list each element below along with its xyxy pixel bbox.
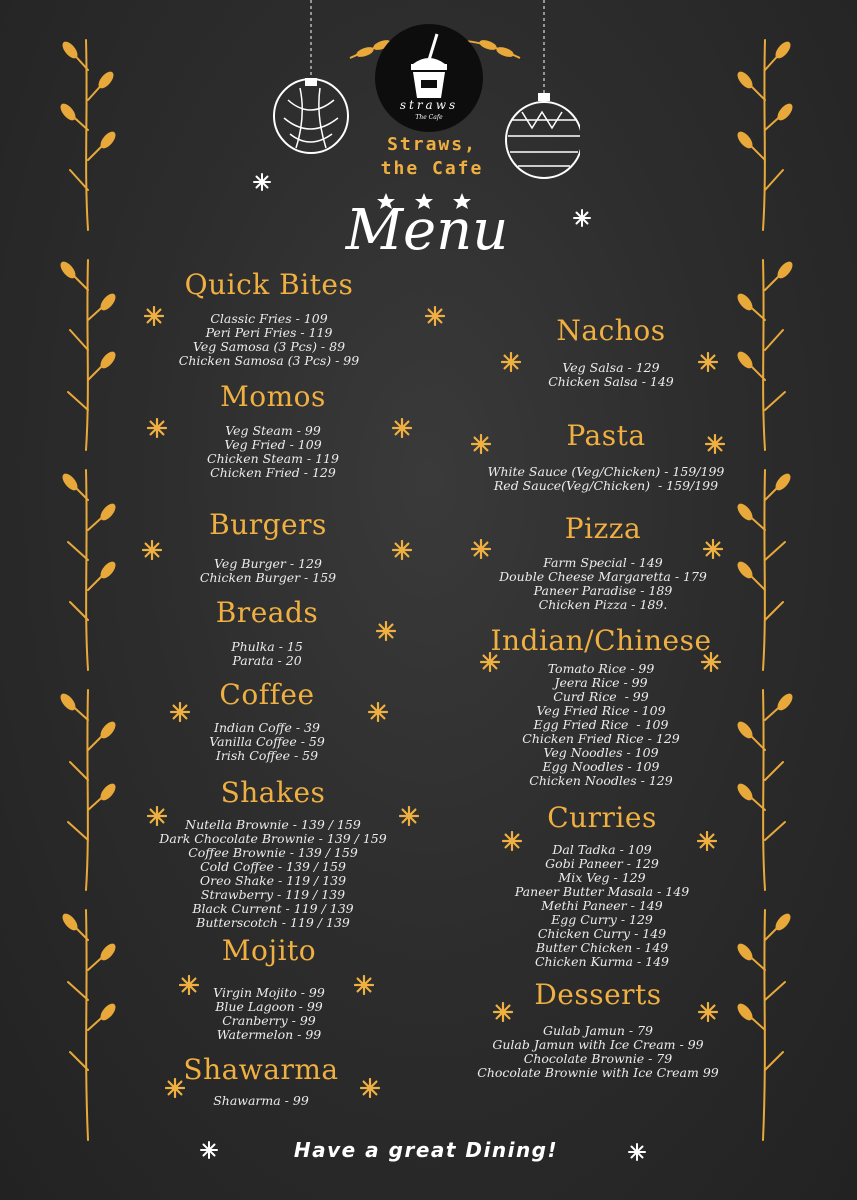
section-heading-burgers: Burgers [209, 508, 327, 541]
menu-item: Red Sauce(Veg/Chicken) - 159/199 [493, 478, 719, 493]
sparkle-star-icon [697, 831, 717, 851]
menu-item: Virgin Mojito - 99 [213, 985, 325, 1000]
menu-item: Veg Noodles - 109 [543, 745, 659, 760]
section-heading-pizza: Pizza [564, 512, 642, 545]
section-items-pizza [499, 556, 707, 612]
menu-item: Cranberry - 99 [222, 1013, 316, 1028]
sparkle-star-icon [501, 352, 521, 372]
menu-item: Chocolate Brownie with Ice Cream 99 [477, 1065, 719, 1080]
section-items-shakes [159, 818, 386, 930]
menu-item: Chicken Fried - 129 [210, 465, 336, 480]
menu-item: Double Cheese Margaretta - 179 [499, 569, 707, 584]
section-items-nachos [548, 361, 674, 389]
footer-message: Have a great Dining! [293, 1138, 559, 1162]
sparkle-star-icon [502, 831, 522, 851]
cafe-name-line1: Straws, [387, 134, 477, 155]
menu-item: Dark Chocolate Brownie - 139 / 159 [159, 831, 387, 846]
menu-item: Jeera Rice - 99 [554, 675, 648, 690]
sparkle-star-icon [354, 975, 374, 995]
section-items-curries [515, 843, 689, 969]
sparkle-star-icon [399, 806, 419, 826]
menu-item: Egg Fried Rice - 109 [533, 717, 669, 732]
section-items-mojito [213, 986, 325, 1042]
menu-item: Gulab Jamun with Ice Cream - 99 [492, 1037, 704, 1052]
menu-item: White Sauce (Veg/Chicken) - 159/199 [487, 464, 725, 479]
section-heading-coffee: Coffee [219, 678, 315, 711]
sparkle-star-icon [360, 1078, 380, 1098]
menu-item: Veg Fried Rice - 109 [536, 703, 666, 718]
section-heading-mojito: Mojito [221, 934, 317, 967]
menu-item: Veg Samosa (3 Pcs) - 89 [192, 339, 346, 354]
sparkle-star-icon [698, 352, 718, 372]
section-items-shawarma [213, 1094, 309, 1108]
section-items-coffee [209, 721, 325, 763]
menu-item: Oreo Shake - 119 / 139 [199, 873, 347, 888]
menu-item: Chicken Kurma - 149 [534, 954, 670, 969]
section-heading-curries: Curries [547, 801, 657, 834]
sparkle-star-icon [392, 540, 412, 560]
sparkle-star-icon [147, 418, 167, 438]
cafe-name-line2: the Cafe [380, 158, 484, 179]
sparkle-star-icon [376, 621, 396, 641]
left-foliage-border-icon [48, 30, 128, 1160]
menu-item: Chicken Burger - 159 [199, 570, 337, 585]
sparkle-star-icon [493, 1002, 513, 1022]
section-heading-breads: Breads [215, 596, 319, 629]
section-items-breads [231, 640, 303, 668]
menu-item: Paneer Paradise - 189 [533, 583, 673, 598]
menu-item: Classic Fries - 109 [210, 311, 328, 326]
menu-item: Mix Veg - 129 [558, 870, 646, 885]
white-star-icon [200, 1141, 218, 1159]
section-items-pasta [488, 465, 725, 493]
section-items-momos [207, 424, 339, 480]
menu-item: Butterscotch - 119 / 139 [196, 915, 350, 930]
menu-item: Farm Special - 149 [543, 555, 663, 570]
menu-item: Indian Coffe - 39 [214, 720, 320, 735]
menu-item: Chicken Samosa (3 Pcs) - 99 [178, 353, 360, 368]
sparkle-star-icon [425, 306, 445, 326]
menu-item: Cold Coffee - 139 / 159 [200, 859, 346, 874]
menu-item: Blue Lagoon - 99 [215, 999, 323, 1014]
section-heading-momos: Momos [220, 380, 326, 413]
sparkle-star-icon [701, 652, 721, 672]
menu-item: Vanilla Coffee - 59 [209, 734, 325, 749]
section-items-indian-chinese [522, 662, 679, 788]
menu-item: Tomato Rice - 99 [547, 661, 655, 676]
menu-item: Peri Peri Fries - 119 [205, 325, 333, 340]
sparkle-star-icon [703, 539, 723, 559]
menu-item: Veg Salsa - 129 [562, 360, 660, 375]
sparkle-star-icon [144, 306, 164, 326]
logo-text: straws [399, 98, 459, 112]
menu-item: Dal Tadka - 109 [552, 842, 652, 857]
menu-item: Nutella Brownie - 139 / 159 [185, 817, 361, 832]
cafe-name [381, 133, 484, 181]
menu-item: Curd Rice - 99 [553, 689, 649, 704]
menu-item: Chicken Noodles - 129 [529, 773, 673, 788]
sparkle-star-icon [147, 806, 167, 826]
sparkle-star-icon [480, 652, 500, 672]
section-heading-shawarma: Shawarma [183, 1053, 339, 1086]
logo [375, 24, 483, 132]
section-heading-pasta: Pasta [566, 419, 646, 452]
menu-item: Chicken Curry - 149 [537, 926, 667, 941]
sparkle-star-icon [179, 975, 199, 995]
menu-item: Chicken Fried Rice - 129 [522, 731, 680, 746]
sparkle-star-icon [471, 434, 491, 454]
section-heading-indian-chinese: Indian/Chinese [490, 624, 712, 657]
logo-subtext: The Cafe [415, 114, 443, 121]
menu-item: Veg Steam - 99 [225, 423, 321, 438]
sparkle-star-icon [698, 1002, 718, 1022]
sparkle-star-icon [142, 540, 162, 560]
menu-item: Shawarma - 99 [213, 1093, 309, 1108]
menu-item: Chicken Steam - 119 [207, 451, 339, 466]
menu-item: Egg Noodles - 109 [542, 759, 660, 774]
menu-item: Veg Burger - 129 [214, 556, 322, 571]
sparkle-star-icon [392, 418, 412, 438]
menu-title: Menu [345, 198, 509, 263]
section-heading-shakes: Shakes [220, 776, 326, 809]
menu-item: Paneer Butter Masala - 149 [514, 884, 690, 899]
menu-item: Phulka - 15 [231, 639, 303, 654]
menu-item: Gulab Jamun - 79 [543, 1023, 653, 1038]
menu-item: Chicken Salsa - 149 [548, 374, 674, 389]
white-star-icon [628, 1143, 646, 1161]
right-foliage-border-icon [725, 30, 805, 1160]
white-star-icon [253, 173, 271, 191]
section-heading-nachos: Nachos [556, 314, 666, 347]
menu-item: Black Current - 119 / 139 [192, 901, 354, 916]
menu-item: Veg Fried - 109 [224, 437, 322, 452]
menu-item: Strawberry - 119 / 139 [200, 887, 346, 902]
section-items-desserts [477, 1024, 719, 1080]
section-items-quick-bites [179, 312, 359, 368]
sparkle-star-icon [705, 434, 725, 454]
menu-item: Butter Chicken - 149 [535, 940, 669, 955]
menu-item: Egg Curry - 129 [551, 912, 653, 927]
menu-item: Irish Coffee - 59 [215, 748, 319, 763]
sparkle-star-icon [170, 702, 190, 722]
menu-item: Gobi Paneer - 129 [545, 856, 659, 871]
menu-item: Chicken Pizza - 189. [538, 597, 668, 612]
sparkle-star-icon [165, 1078, 185, 1098]
menu-item: Parata - 20 [232, 653, 302, 668]
menu-item: Coffee Brownie - 139 / 159 [188, 845, 358, 860]
menu-item: Chocolate Brownie - 79 [523, 1051, 673, 1066]
section-items-burgers [200, 557, 336, 585]
sparkle-star-icon [368, 702, 388, 722]
menu-item: Methi Paneer - 149 [541, 898, 663, 913]
menu-item: Watermelon - 99 [216, 1027, 322, 1042]
sparkle-star-icon [471, 539, 491, 559]
section-heading-quick-bites: Quick Bites [184, 268, 354, 301]
section-heading-desserts: Desserts [534, 978, 662, 1011]
white-star-icon [573, 209, 591, 227]
